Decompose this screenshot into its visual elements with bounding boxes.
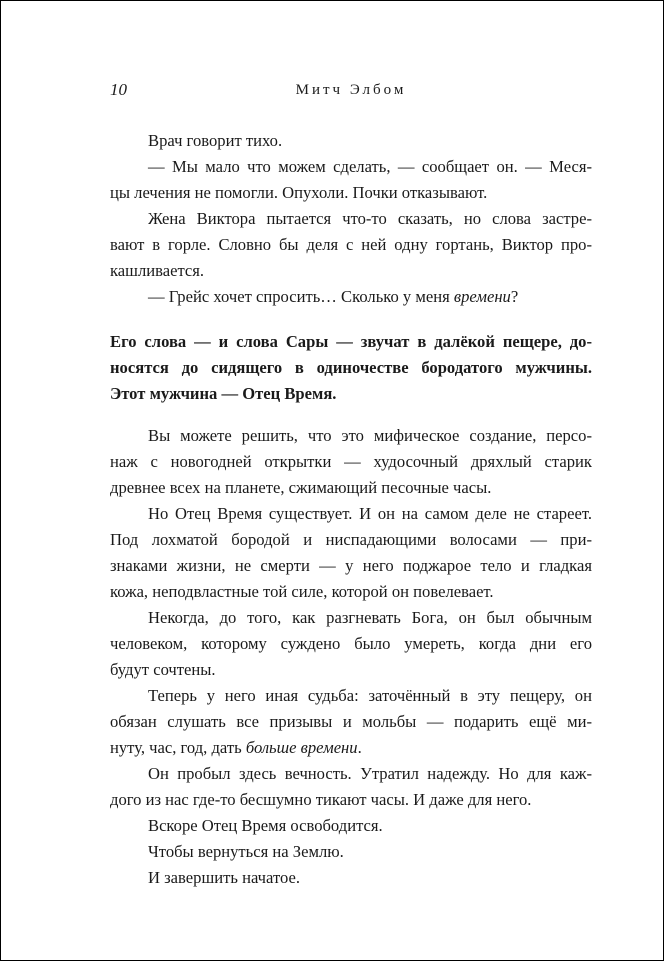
text-line [110,527,592,553]
text-line [110,553,592,579]
text-line [110,154,592,180]
text-line [110,579,592,605]
text-line [110,839,592,865]
line-text: знаками жизни, не смерти — у него поджарое тело и гладкая [110,556,592,575]
line-text: Вскоре Отец Время освободится. [148,816,383,835]
line-text: человеком, которому суждено было умереть, когда дни его [110,634,592,653]
text-line [110,709,592,735]
paragraph [110,154,592,206]
text-line [110,761,592,787]
line-text: наж с новогодней открытки — худосочный дряхлый старик [110,452,592,471]
paragraph [110,761,592,813]
line-text: древнее всех на планете, сжимающий песочные часы. [110,478,492,497]
text-line [110,128,592,154]
text-line [110,787,592,813]
punctuation: ? [510,287,519,306]
line-text: кожа, неподвластные той силе, которой он повелевает. [110,582,494,601]
paragraph [110,839,592,865]
line-text: будут сочтены. [110,660,216,679]
line-text: — Грейс хочет спросить… Сколько у меня [148,287,454,306]
line-text: кашливается. [110,261,205,280]
italic-emphasis: времени [453,287,511,306]
line-text: Под лохматой бородой и ниспадающими волосами — при- [110,530,592,549]
line-text: обязан слушать все призывы и мольбы — подарить ещё ми- [110,712,592,731]
text-line [110,180,592,206]
line-text: Жена Виктора пытается что-то сказать, но слова застре- [148,209,592,228]
text-line [110,501,592,527]
text-line [110,683,592,709]
text-line [110,813,592,839]
paragraph [110,206,592,284]
text-line [110,605,592,631]
line-text: Он пробыл здесь вечность. Утратил надежду. Но для каж- [148,764,592,783]
running-header [110,80,592,106]
line-text: Чтобы вернуться на Землю. [148,842,344,861]
author-name: Митч Элбом [295,82,407,98]
paragraph [110,423,592,501]
text-line [110,329,592,355]
page-body [110,128,592,891]
line-text: Вы можете решить, что это мифическое создание, персо- [148,426,592,445]
line-text: Но Отец Время существует. И он на самом деле не стареет. [148,504,592,523]
text-line [110,449,592,475]
line-text: нуту, час, год, дать [110,738,246,757]
line-text: — Мы мало что можем сделать, — сообщает он. — Меся- [148,157,592,176]
text-line [110,381,592,407]
text-line [110,423,592,449]
text-line [110,865,592,891]
bold-paragraph [110,329,592,407]
text-line [110,735,592,761]
paragraph [110,501,592,605]
text-line [110,258,592,284]
text-line [110,284,592,310]
paragraph [110,683,592,761]
line-text: Некогда, до того, как разгневать Бога, он был обычным [148,608,592,627]
paragraph [110,813,592,839]
line-text: Врач говорит тихо. [148,131,283,150]
paragraph [110,605,592,683]
line-text: дого из нас где-то бесшумно тикают часы. И даже для него. [110,790,532,809]
text-line [110,475,592,501]
line-text: Этот мужчина — Отец Время. [110,384,337,403]
line-text: Теперь у него иная судьба: заточённый в эту пещеру, он [148,686,592,705]
text-line [110,355,592,381]
text-line [110,206,592,232]
page-number: 10 [110,80,127,99]
paragraph [110,284,592,310]
line-text: носятся до сидящего в одиночестве бородатого мужчины. [110,358,592,377]
paragraph [110,865,592,891]
line-text: цы лечения не помогли. Опухоли. Почки отказывают. [110,183,488,202]
text-line [110,657,592,683]
text-line [110,232,592,258]
line-text: Его слова — и слова Сары — звучат в далёкой пещере, до- [110,332,592,351]
line-text: вают в горле. Словно бы деля с ней одну гортань, Виктор про- [110,235,592,254]
line-text: И завершить начатое. [148,868,300,887]
paragraph [110,128,592,154]
text-line [110,631,592,657]
italic-emphasis: больше времени [245,738,358,757]
punctuation: . [357,738,362,757]
